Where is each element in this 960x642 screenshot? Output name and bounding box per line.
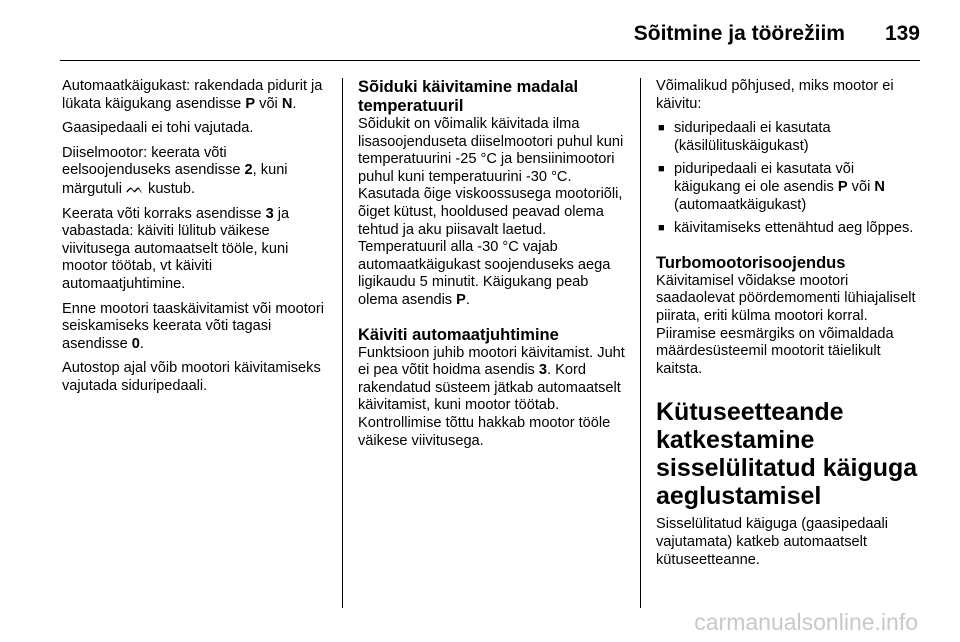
paragraph: Funktsioon juhib mootori käivitamist. Juht ei pea võtit hoidma asendis 3. Kord rakendatud süsteem jätkab automaatselt käivitamist, kuni mootor töötab. Kontrollimise tõttu hakkab mootor tööle väikese viivitusega. [358, 344, 625, 449]
paragraph: Enne mootori taaskäivitamist või mootori seiskamiseks keerata võti tagasi asendisse 0. [62, 300, 324, 352]
section-heading: Käiviti automaatjuhtimine [358, 325, 559, 344]
column-2 [358, 78, 630, 457]
paragraph: Võimalikud põhjused, miks mootor ei käivitu: [656, 78, 894, 112]
header-rule [60, 60, 920, 61]
paragraph: Sisselülitatud käiguga (gaasipedaali vajutamata) katkeb automaatselt kütuseetteanne. [656, 516, 889, 568]
list-item: ■ siduripedaali ei kasutata (käsilülituskäigukast) [656, 120, 924, 155]
glow-plug-icon: ᨓ [126, 179, 144, 197]
watermark: carmanualsonline.info [694, 609, 918, 635]
column-3 [656, 78, 924, 576]
section-heading: Sõiduki käivitamine madalal temperatuuril [358, 78, 579, 115]
paragraph: Gaasipedaali ei tohi vajutada. [62, 120, 254, 137]
page-title: Sõitmine ja töörežiim [633, 22, 845, 45]
paragraph: Automaatkäigukast: rakendada pidurit ja lükata käigukang asendisse P või N. [62, 78, 323, 112]
list-item: ■ piduripedaali ei kasutata või käigukang ei ole asendis P või N (automaatkäigukast) [656, 161, 924, 214]
reasons-list [656, 120, 924, 238]
column-divider-1 [342, 78, 343, 608]
paragraph: Diiselmootor: keerata võti eelsoojenduseks asendisse 2, kuni märgutuli ᨓ kustub. [62, 144, 288, 197]
chapter-heading: Kütuseetteande katkestamine sisselülitatud käiguga aeglustamisel [656, 398, 918, 511]
section-heading: Turbomootorisoojendus [656, 253, 846, 272]
paragraph: Keerata võti korraks asendisse 3 ja vabastada: käiviti lülitub väikese viivitusega automaatselt tööle, kuni mootor töötab, vt käiviti automaatjuhtimine. [62, 205, 290, 292]
paragraph: Sõidukit on võimalik käivitada ilma lisasoojenduseta diiselmootori puhul kuni temperatuurini -25 °C ja bensiinimootori puhul kuni temperatuurini -30 °C. Kasutada õige viskoossusega mootoriõli, õiget kütust, hooldused peavad olema tehtud ja aku piisavalt laetud. Temperatuuril alla -30 °C vajab automaatkäigukast soojenduseks aega ligikaudu 5 minutit. Käigukang peab olema asendis P. [358, 116, 624, 308]
column-divider-2 [640, 78, 641, 608]
paragraph: Autostop ajal võib mootori käivitamiseks vajutada siduripedaali. [62, 360, 321, 394]
page-header [634, 14, 920, 54]
column-1 [62, 78, 334, 403]
paragraph: Käivitamisel võidakse mootori saadaolevat pöördemomenti lühiajaliselt piirata, eriti külma mootori korral. Piiramise eesmärgiks on võimaldada määrdesüsteemil mootorit täielikult kaitsta. [656, 272, 916, 377]
list-item: ■ käivitamiseks ettenähtud aeg lõppes. [656, 220, 924, 238]
page-number: 139 [884, 22, 920, 45]
